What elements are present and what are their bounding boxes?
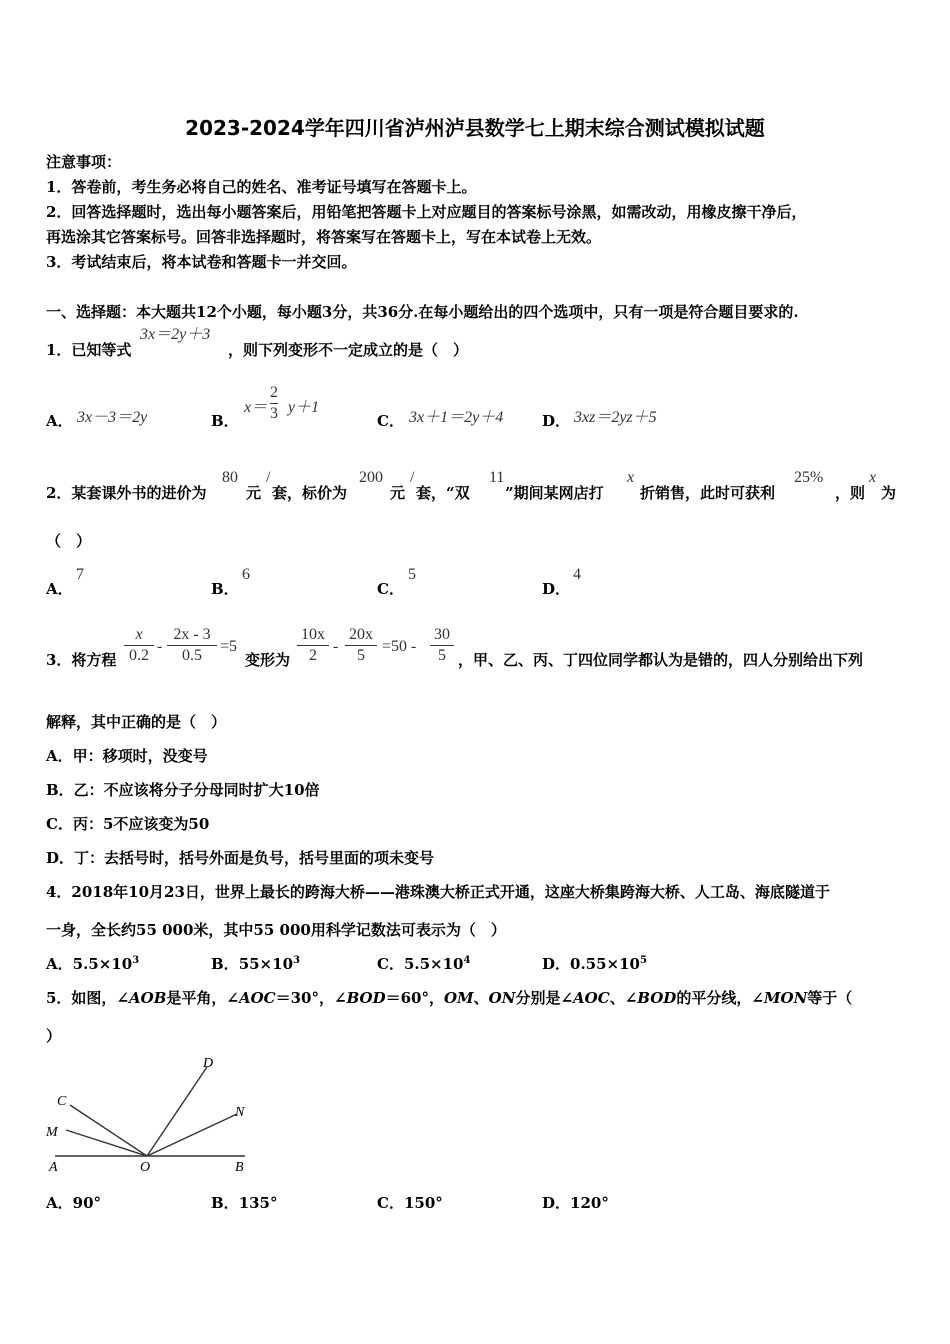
notice-item: 再选涂其它答案标号。回答非选择题时，将答案写在答题卡上，写在本试卷上无效。: [46, 228, 602, 246]
q5-text: 、: [609, 989, 625, 1007]
option-label: A．: [46, 955, 73, 973]
q2-variable-x: x: [627, 469, 635, 486]
option-base: 55×10: [238, 955, 294, 973]
option-label: D．: [542, 1194, 571, 1212]
fraction-denominator: 5: [345, 645, 377, 666]
q1-option-b-lhs: x＝: [244, 399, 268, 416]
q2-stem-7: 折销售，此时可获利: [640, 484, 776, 502]
q4-stem-2: 一身，全长约55 000米，其中55 000用科学记数法可表示为（ ）: [46, 921, 506, 939]
q3-fraction-2: [167, 625, 217, 666]
q5-stem: [46, 988, 852, 1008]
q3-option-b: B．乙：不应该将分子分母同时扩大10倍: [46, 781, 320, 799]
option-exponent: 3: [293, 955, 300, 966]
label-d: D: [203, 1056, 214, 1071]
q2-profit: 25%: [794, 469, 824, 486]
q5-text: ＝30°，: [275, 989, 334, 1007]
q5-ray: OM: [443, 989, 474, 1007]
q1-option-c: 3x＋1＝2y＋4: [409, 409, 504, 426]
option-label: B．: [211, 1194, 239, 1212]
option-value: 150°: [403, 1194, 443, 1212]
q2-option-b-label: B．: [211, 580, 239, 598]
notice-item: 1．答卷前，考生务必将自己的姓名、准考证号填写在答题卡上。: [46, 178, 477, 196]
q2-stem-4: 元: [390, 484, 406, 502]
q2-eleven: 11: [489, 469, 505, 486]
q3-fraction-3: [297, 625, 329, 666]
fraction-denominator: 3: [270, 405, 278, 422]
q2-option-b: 6: [242, 566, 250, 583]
q4-option-b: [211, 954, 300, 974]
fraction-numerator: 30: [434, 626, 450, 643]
fraction-denominator: 0.2: [124, 645, 154, 666]
q5-option-d: [542, 1193, 609, 1213]
q4-option-c: [377, 954, 470, 974]
q2-option-d: 4: [573, 566, 581, 583]
q2-slash: /: [410, 469, 415, 486]
q1-option-b-label: B．: [211, 412, 239, 430]
q1-option-d: 3xz＝2yz＋5: [574, 409, 657, 426]
q2-price: 200: [359, 469, 383, 486]
q3-equals: =50 -: [382, 638, 417, 655]
q2-stem-8: ，则: [835, 484, 866, 502]
q4-stem-1: 4．2018年10月23日，世界上最长的跨海大桥——港珠澳大桥正式开通，这座大桥集跨海大桥、人工岛、海底隧道于: [46, 883, 830, 901]
q1-stem-start: 1．已知等式: [46, 341, 132, 359]
option-value: 120°: [570, 1194, 609, 1212]
q4-option-a: [46, 954, 139, 974]
fraction-denominator: 2: [297, 645, 329, 666]
q3-stem-4: 解释，其中正确的是（ ）: [46, 713, 227, 731]
option-base: 5.5×10: [403, 955, 464, 973]
q5-text: 等于（: [807, 989, 853, 1007]
q5-text: 、: [473, 989, 489, 1007]
q3-minus: -: [333, 638, 339, 655]
option-value: 90°: [72, 1194, 102, 1212]
q2-stem-6: ”期间某网店打: [505, 484, 604, 502]
fraction-denominator: 0.5: [167, 645, 217, 666]
ray-oc: [70, 1105, 147, 1156]
q3-stem-2: 变形为: [245, 651, 291, 669]
q4-option-d: [542, 954, 647, 974]
label-a: A: [49, 1160, 58, 1175]
q1-option-b-rhs: y＋1: [288, 399, 320, 416]
label-b: B: [235, 1160, 244, 1175]
option-label: D．: [542, 955, 571, 973]
q5-option-a: [46, 1193, 101, 1213]
angle-figure: [40, 1050, 270, 1180]
q2-cost: 80: [222, 469, 238, 486]
option-label: A．: [46, 1194, 73, 1212]
q2-option-c-label: C．: [377, 580, 404, 598]
ray-om: [66, 1130, 147, 1156]
q3-fraction-5: [430, 625, 454, 666]
q3-equals: =5: [220, 638, 238, 655]
q3-stem-1: 3．将方程: [46, 651, 117, 669]
q5-angle: ∠AOB: [116, 989, 167, 1007]
fraction-numerator: 20x: [349, 626, 373, 643]
q5-text: ＝60°，: [385, 989, 444, 1007]
option-label: C．: [377, 1194, 404, 1212]
option-value: 135°: [238, 1194, 278, 1212]
q2-stem-9: 为: [881, 484, 897, 502]
q2-stem-2: 元: [246, 484, 262, 502]
q1-stem-end: ，则下列变形不一定成立的是（ ）: [228, 341, 469, 359]
q5-angle: ∠AOC: [560, 989, 610, 1007]
q2-option-a-label: A．: [46, 580, 73, 598]
q3-fraction-4: [345, 625, 377, 666]
q1-option-d-label: D．: [542, 412, 571, 430]
q5-text: 5．如图，: [46, 989, 117, 1007]
q1-formula: 3x＝2y＋3: [140, 326, 211, 343]
q3-minus: -: [157, 638, 163, 655]
q5-text: 是平角，: [166, 989, 227, 1007]
notice-heading: 注意事项：: [46, 153, 122, 171]
q2-option-c: 5: [408, 566, 416, 583]
q2-answer-paren: （ ）: [46, 532, 92, 550]
q5-option-b: [211, 1193, 278, 1213]
q2-stem-1: 2．某套课外书的进价为: [46, 484, 207, 502]
fraction-numerator: x: [135, 626, 143, 643]
notice-item: 2．回答选择题时，选出每小题答案后，用铅笔把答题卡上对应题目的答案标号涂黑，如需改动，用橡皮擦干净后，: [46, 203, 807, 221]
fraction-numerator: 2: [270, 384, 278, 401]
q1-option-a-label: A．: [46, 412, 73, 430]
q3-fraction-1: [124, 625, 154, 666]
q2-variable-x: x: [869, 469, 877, 486]
notice-item: 3．考试结束后，将本试卷和答题卡一并交回。: [46, 253, 357, 271]
option-base: 5.5×10: [72, 955, 133, 973]
q2-stem-3: 套，标价为: [272, 484, 348, 502]
label-n: N: [235, 1105, 245, 1120]
fraction-denominator: 5: [430, 645, 454, 666]
section-heading: 一、选择题：本大题共12个小题，每小题3分，共36分.在每小题给出的四个选项中，只有一项是符合题目要求的.: [46, 303, 799, 321]
q3-option-d: D．丁：去括号时，括号外面是负号，括号里面的项未变号: [46, 849, 435, 867]
q5-angle: ∠MON: [751, 989, 808, 1007]
q5-text: 的平分线，: [676, 989, 752, 1007]
q2-stem-5: 套，“双: [416, 484, 470, 502]
fraction-numerator: 10x: [301, 626, 325, 643]
option-exponent: 5: [640, 955, 647, 966]
q2-option-a: 7: [76, 566, 84, 583]
fraction-numerator: 2x - 3: [173, 626, 211, 643]
label-m: M: [46, 1125, 58, 1140]
q5-angle: ∠BOD: [334, 989, 386, 1007]
q3-stem-3: ，甲、乙、丙、丁四位同学都认为是错的，四人分别给出下列: [458, 651, 864, 669]
q1-option-b-fraction: [270, 383, 278, 424]
q5-angle: ∠AOC: [226, 989, 276, 1007]
label-c: C: [57, 1094, 67, 1109]
option-base: 0.55×10: [570, 955, 640, 973]
q5-text: 分别是: [515, 989, 561, 1007]
label-o: O: [140, 1160, 151, 1175]
q2-slash: /: [266, 469, 271, 486]
q2-option-d-label: D．: [542, 580, 571, 598]
q3-option-c: C．丙：5不应该变为50: [46, 815, 210, 833]
q5-angle: ∠BOD: [624, 989, 677, 1007]
q5-option-c: [377, 1193, 443, 1213]
option-exponent: 3: [132, 955, 140, 966]
q1-option-c-label: C．: [377, 412, 404, 430]
option-exponent: 4: [463, 955, 471, 966]
option-label: B．: [211, 955, 239, 973]
option-label: C．: [377, 955, 404, 973]
q5-stem-end: ）: [46, 1027, 62, 1045]
q5-ray: ON: [488, 989, 516, 1007]
q3-option-a: A．甲：移项时，没变号: [46, 747, 208, 765]
q1-option-a: 3x－3＝2y: [77, 409, 148, 426]
page-title: 2023-2024学年四川省泸州泸县数学七上期末综合测试模拟试题: [185, 116, 765, 140]
